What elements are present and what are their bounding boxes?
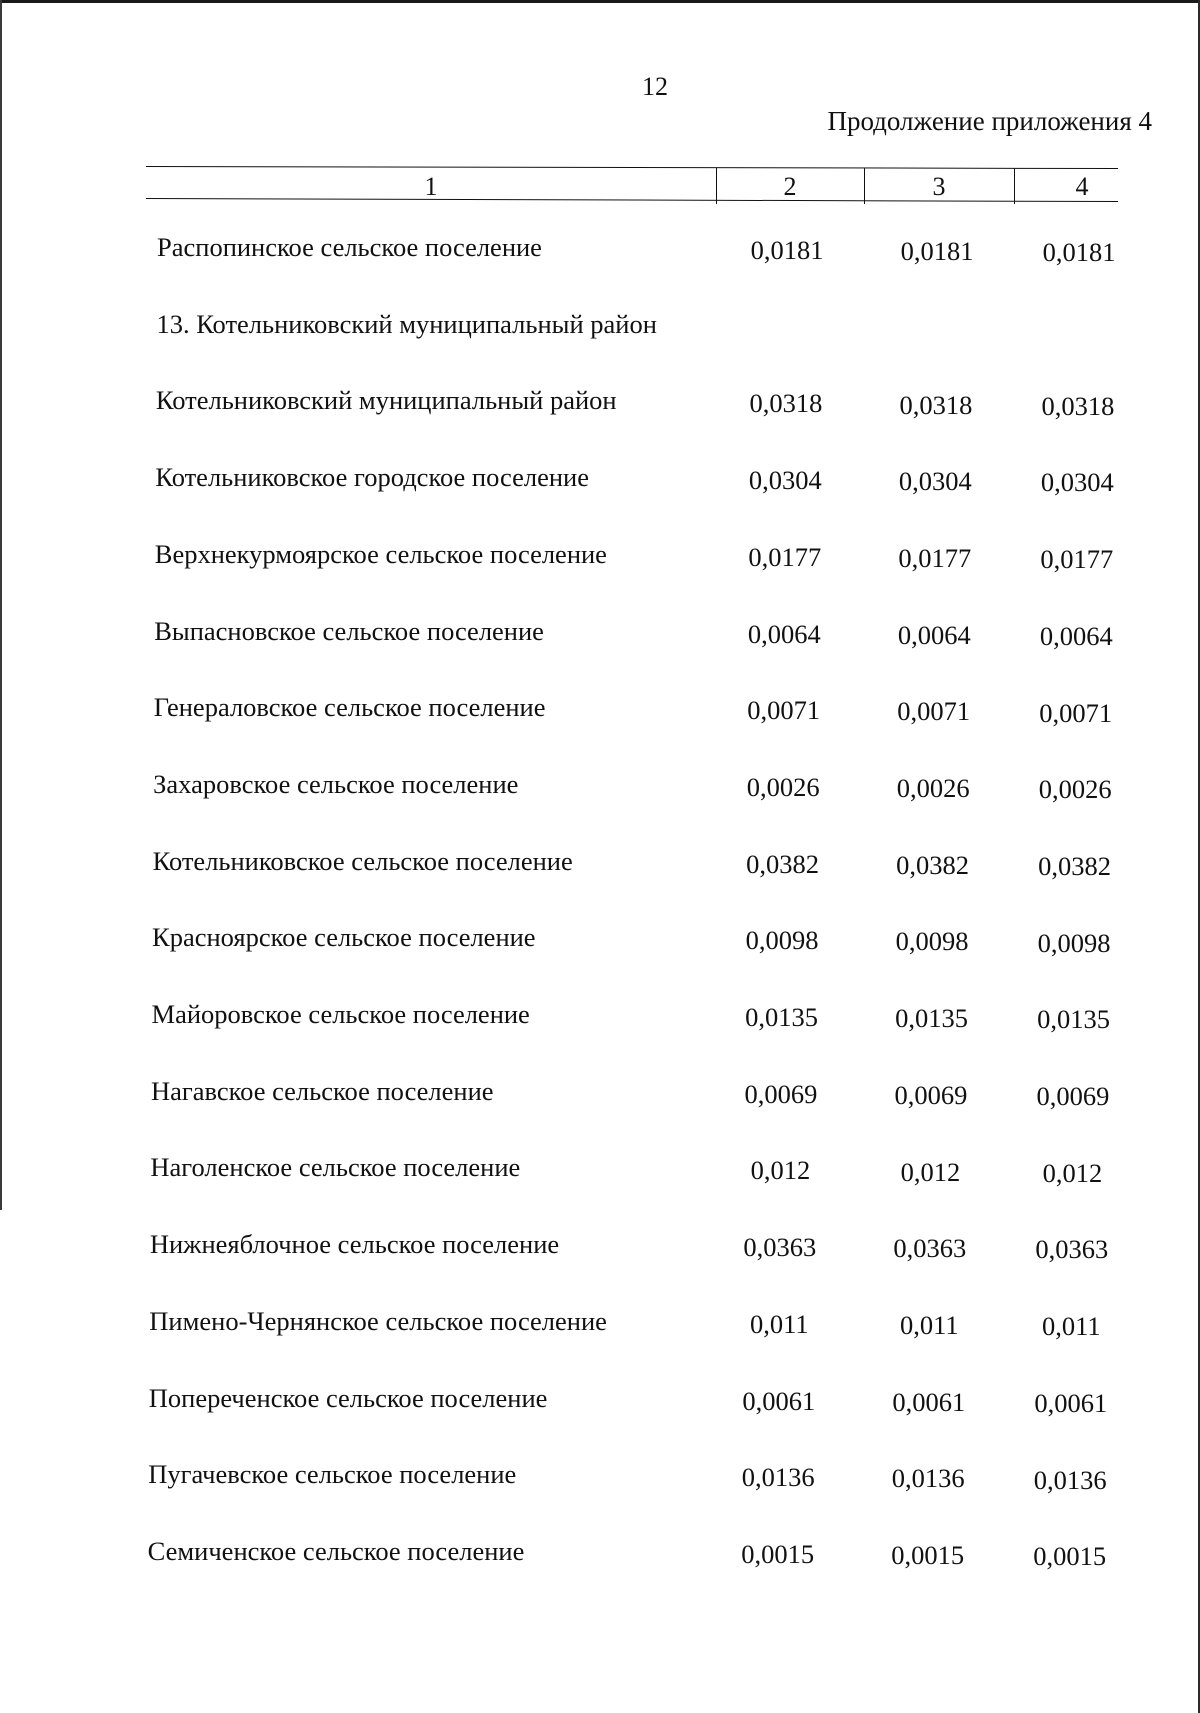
- row-value-col-4: 0,0177: [1040, 544, 1114, 575]
- row-value-col-4: 0,0318: [1041, 390, 1115, 421]
- table-row: [0, 922, 1200, 962]
- page-number: 12: [642, 72, 668, 101]
- header-col-3: 3: [932, 172, 946, 201]
- table-row: [0, 616, 1200, 656]
- header-col-4: 4: [1075, 172, 1089, 201]
- row-value-col-4: 0,011: [1041, 1311, 1101, 1342]
- table-row: [0, 1229, 1200, 1269]
- table-row: [0, 999, 1200, 1039]
- table-row: [0, 846, 1200, 886]
- row-name: Котельниковское сельское поселение: [152, 845, 573, 876]
- row-value-col-4: 0,0015: [1033, 1541, 1107, 1572]
- table-row: [0, 385, 1200, 425]
- row-value-col-3: 0,0064: [897, 619, 971, 650]
- row-name: Нижнеяблочное сельское поселение: [149, 1229, 560, 1260]
- row-value-col-4: 0,0061: [1034, 1387, 1108, 1418]
- row-value-col-4: 0,0181: [1042, 237, 1116, 268]
- header-col-2: 2: [783, 172, 797, 201]
- row-value-col-2: 0,0304: [748, 465, 822, 496]
- row-value-col-3: 0,0135: [895, 1003, 968, 1034]
- row-value-col-3: 0,0026: [896, 773, 970, 804]
- header-col-1: 1: [424, 172, 438, 201]
- row-name: Распопинское сельское поселение: [157, 232, 542, 262]
- row-value-col-2: 0,0382: [746, 848, 820, 879]
- row-name: Красноярское сельское поселение: [152, 922, 536, 953]
- row-value-col-2: 0,0064: [747, 618, 821, 649]
- row-name: Котельниковский муниципальный район: [155, 385, 617, 416]
- row-name: Верхнекурмоярское сельское поселение: [154, 538, 607, 569]
- row-value-col-3: 0,0061: [892, 1386, 966, 1417]
- row-value-col-3: 0,011: [899, 1309, 959, 1340]
- row-value-col-2: 0,0177: [748, 541, 822, 572]
- table-row: [0, 1383, 1200, 1423]
- row-value-col-4: 0,0363: [1035, 1234, 1109, 1265]
- row-value-col-4: 0,0026: [1038, 774, 1112, 805]
- row-name: Попереченское сельское поселение: [148, 1382, 548, 1413]
- row-value-col-2: 0,0181: [750, 235, 824, 265]
- row-value-col-4: 0,0382: [1038, 850, 1112, 881]
- row-value-col-3: 0,0181: [900, 236, 974, 267]
- row-value-col-4: 0,0135: [1037, 1004, 1110, 1035]
- row-value-col-4: 0,0064: [1039, 620, 1113, 651]
- row-value-col-2: 0,0026: [746, 771, 820, 802]
- table-row: [0, 309, 1200, 349]
- scan-border-top: [0, 0, 1200, 3]
- row-name: Майоровское сельское поселение: [151, 999, 530, 1029]
- row-value-col-2: 0,0318: [749, 388, 823, 419]
- row-value-col-4: 0,0136: [1033, 1464, 1107, 1495]
- row-value-col-3: 0,0015: [891, 1540, 965, 1571]
- row-value-col-3: 0,0318: [899, 389, 973, 420]
- row-value-col-4: 0,0304: [1040, 467, 1114, 498]
- row-value-col-2: 0,0135: [745, 1002, 818, 1032]
- row-value-col-4: 0,0098: [1037, 927, 1111, 958]
- row-value-col-2: 0,0098: [745, 925, 819, 956]
- table-row: [0, 232, 1200, 272]
- row-value-col-3: 0,0363: [893, 1233, 967, 1264]
- row-name: Семиченское сельское поселение: [147, 1535, 525, 1566]
- row-name: Наголенское сельское поселение: [150, 1152, 521, 1183]
- row-name: Пимено-Чернянское сельское поселение: [149, 1305, 607, 1336]
- row-value-col-2: 0,0061: [742, 1385, 816, 1416]
- row-value-col-3: 0,0177: [898, 542, 972, 573]
- row-value-col-2: 0,0136: [741, 1462, 815, 1493]
- row-value-col-2: 0,012: [750, 1155, 811, 1186]
- row-name: Котельниковское городское поселение: [155, 462, 589, 493]
- row-value-col-2: 0,0071: [747, 695, 821, 726]
- row-value-col-3: 0,0136: [891, 1463, 965, 1494]
- row-name: 13. Котельниковский муниципальный район: [156, 308, 657, 339]
- row-value-col-3: 0,012: [900, 1156, 961, 1187]
- row-value-col-2: 0,0069: [744, 1078, 818, 1109]
- row-value-col-3: 0,0071: [897, 696, 971, 727]
- table-row: [0, 462, 1200, 502]
- row-value-col-2: 0,011: [749, 1308, 809, 1339]
- table-row: [0, 1536, 1200, 1576]
- table-row: [0, 1459, 1200, 1499]
- row-value-col-4: 0,0071: [1039, 697, 1113, 728]
- row-name: Захаровское сельское поселение: [153, 768, 519, 799]
- appendix-continuation-label: Продолжение приложения 4: [827, 106, 1152, 136]
- row-value-col-3: 0,0382: [896, 849, 970, 880]
- row-name: Выпасновское сельское поселение: [154, 615, 544, 646]
- row-value-col-3: 0,0069: [894, 1079, 968, 1110]
- row-value-col-4: 0,0069: [1036, 1081, 1110, 1112]
- row-value-col-2: 0,0363: [743, 1232, 817, 1263]
- table-row: [0, 539, 1200, 579]
- row-value-col-2: 0,0015: [741, 1538, 815, 1569]
- table-row: [0, 692, 1200, 732]
- table-row: [0, 1076, 1200, 1116]
- row-name: Нагавское сельское поселение: [150, 1075, 494, 1106]
- table-row: [0, 1306, 1200, 1346]
- header-top-rule: [146, 166, 1118, 169]
- table-row: [0, 1152, 1200, 1192]
- row-name: Генераловское сельское поселение: [153, 692, 546, 723]
- table-row: [0, 769, 1200, 809]
- row-name: Пугачевское сельское поселение: [148, 1459, 517, 1490]
- row-value-col-3: 0,0098: [895, 926, 969, 957]
- row-value-col-4: 0,012: [1042, 1157, 1103, 1188]
- row-value-col-3: 0,0304: [898, 466, 972, 497]
